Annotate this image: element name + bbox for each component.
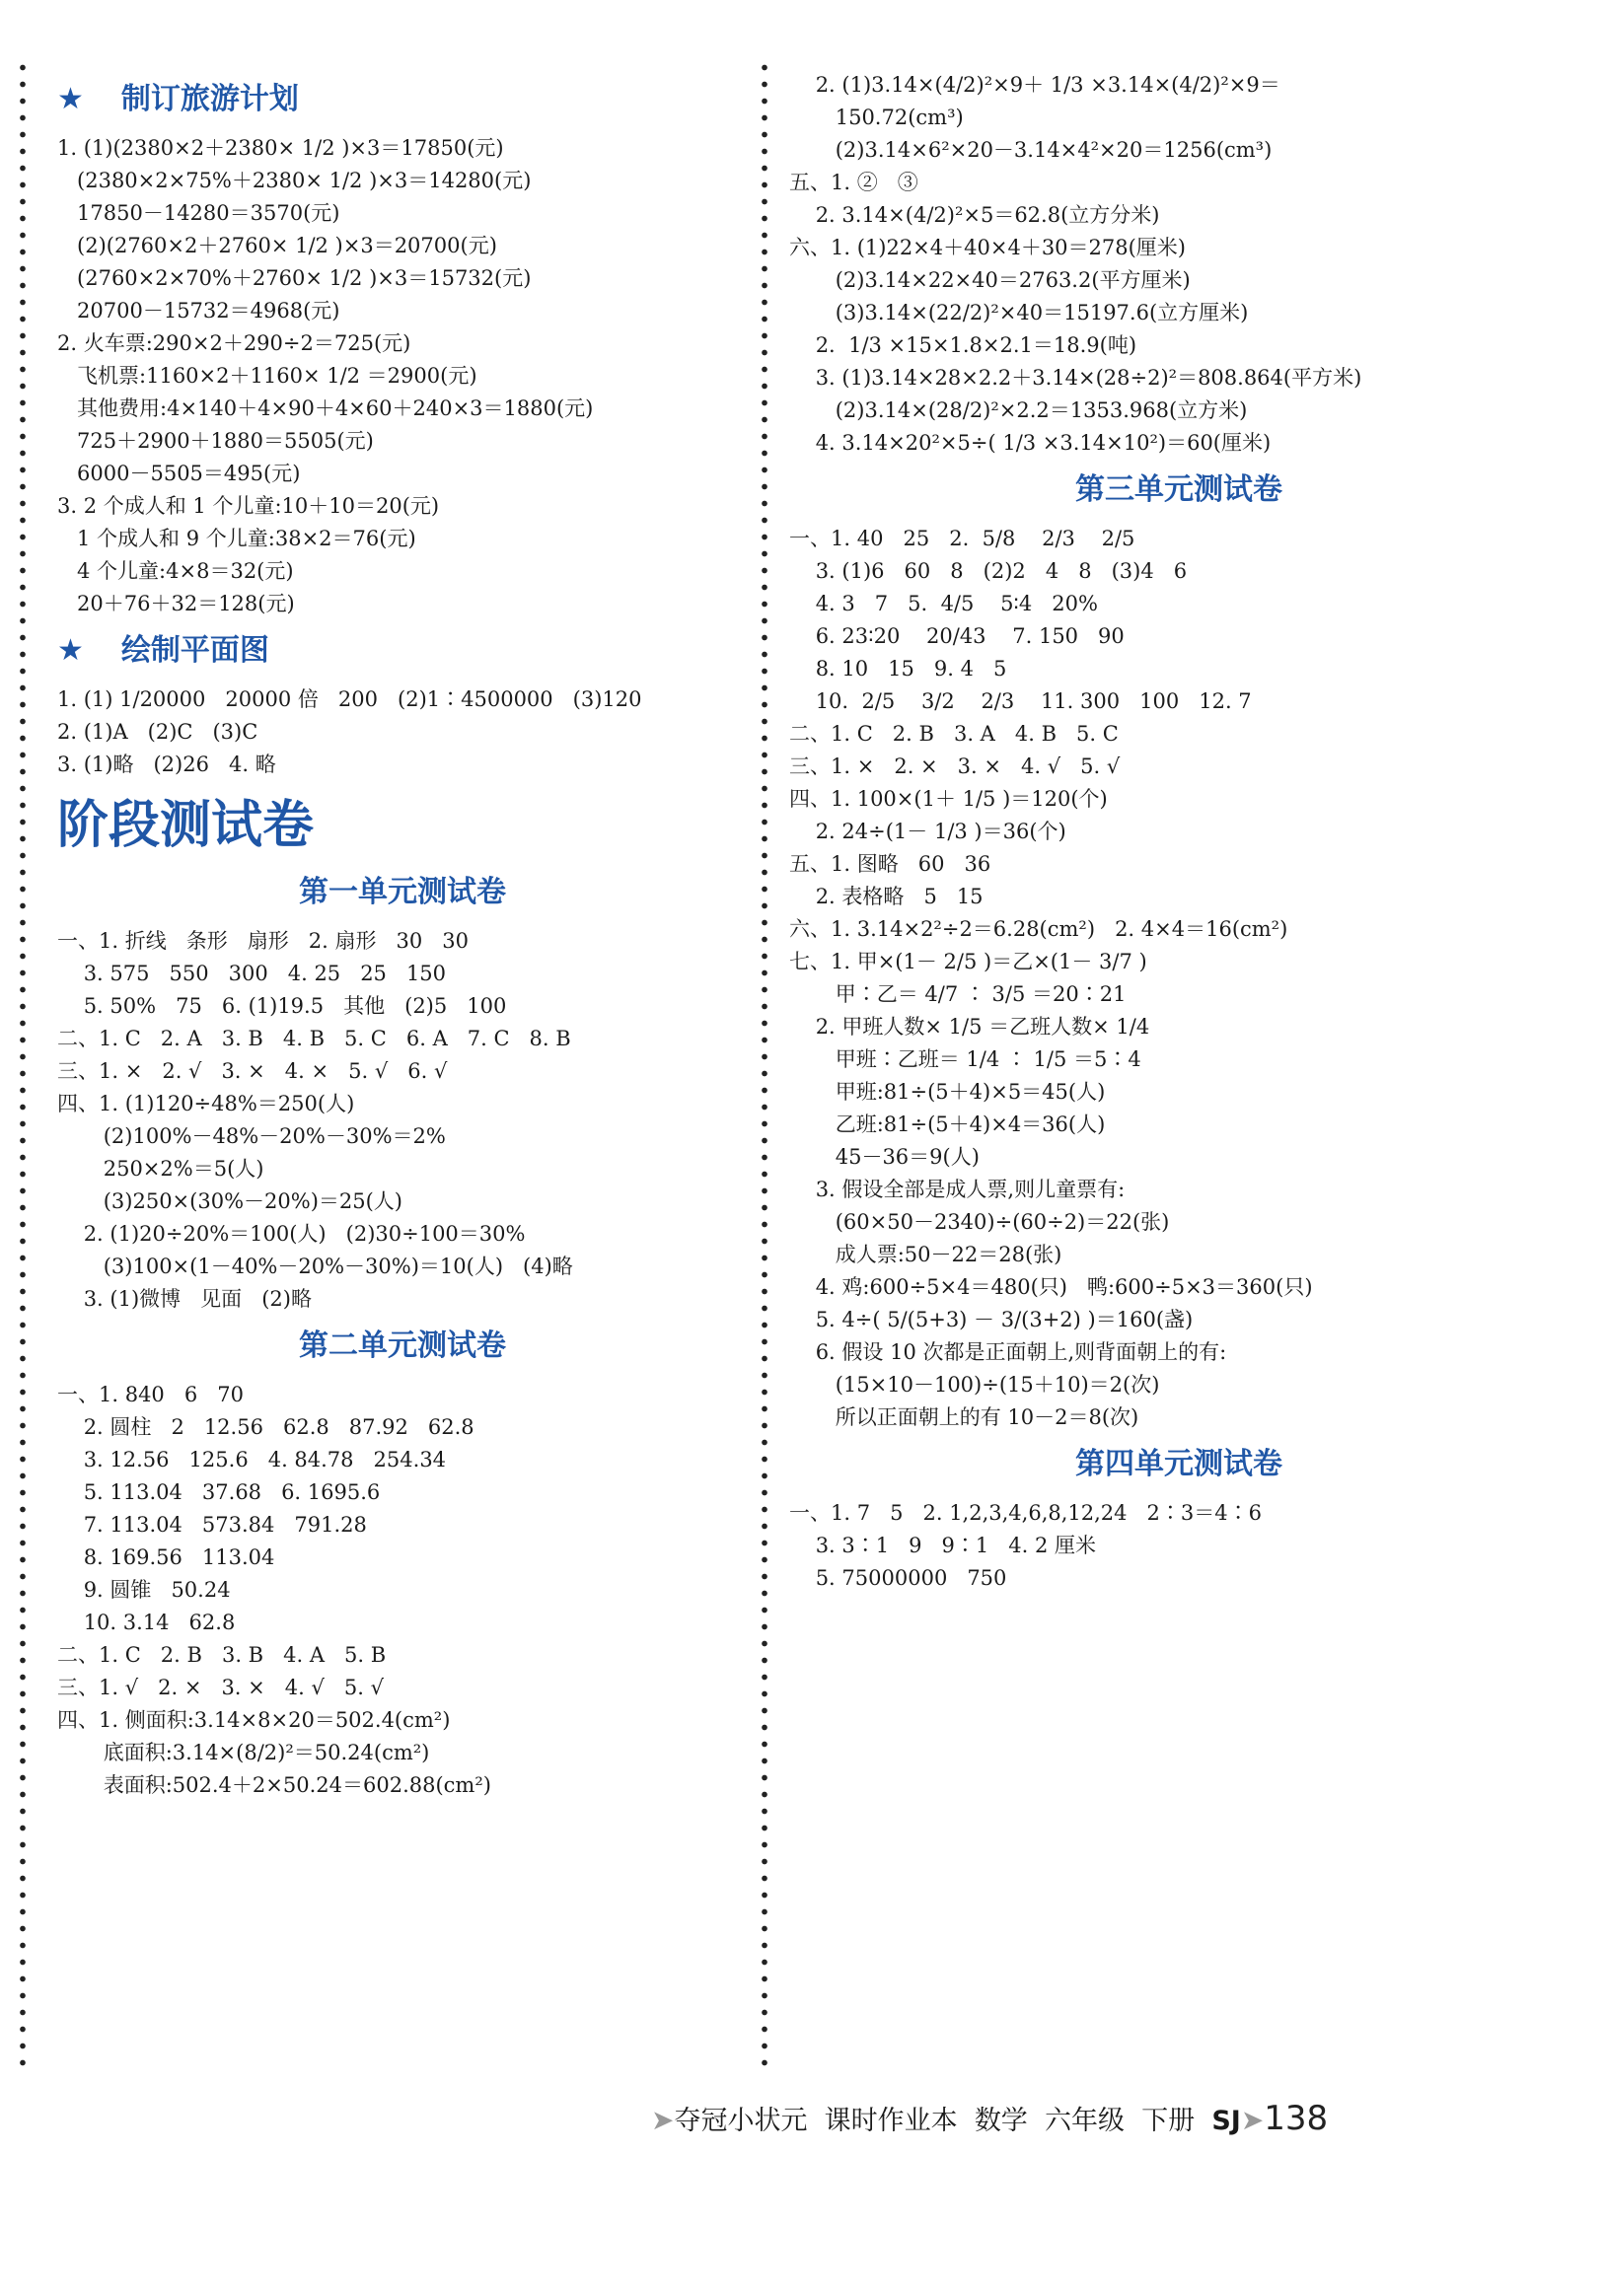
line-text: 甲班:81÷(5＋4)×5＝45(人) [789,1080,1106,1104]
answer-line [57,1639,748,1672]
line-text: 二、1. C 2. B 3. B 4. A 5. B [57,1643,387,1667]
answer-line [57,295,748,327]
answer-line [789,1497,1569,1530]
answer-line [789,523,1569,555]
answer-line [57,749,748,781]
line-text: (15×10－100)÷(15＋10)＝2(次) [789,1373,1160,1397]
line-text: 所以正面朝上的有 10－2＝8(次) [789,1405,1139,1429]
answer-line [57,230,748,262]
answer-line [789,1562,1569,1595]
answer-line [57,1088,748,1120]
answer-line [789,783,1569,816]
line-text: 2. 圆柱 2 12.56 62.8 87.92 62.8 [57,1415,474,1439]
answer-line [789,978,1569,1011]
line-text: 一、1. 折线 条形 扇形 2. 扇形 30 30 [57,929,469,953]
right-column [789,69,1569,1595]
answer-line [57,393,748,425]
answer-line [789,588,1569,620]
part-title [57,791,748,860]
answer-line [57,958,748,990]
answer-line [57,1607,748,1639]
answer-line [789,881,1569,913]
answer-line [57,1476,748,1509]
line-text: 制订旅游计划 [120,82,299,116]
line-text: 2. 1/3 ×15×1.8×2.1＝18.9(吨) [789,333,1137,357]
line-text: 2. (1)20÷20%＝100(人) (2)30÷100＝30% [57,1222,526,1246]
answer-line [57,1379,748,1411]
answer-line [57,1283,748,1316]
line-text: 2. (1)A (2)C (3)C [57,720,258,744]
footer-brand: 夺冠小状元 [674,2106,808,2136]
footer-subject: 数学 [974,2106,1028,2136]
unit-test-heading [57,1326,748,1367]
answer-line [789,1530,1569,1562]
line-text: 4 个儿童:4×8＝32(元) [57,559,294,583]
answer-line [57,1023,748,1055]
answer-line [57,990,748,1023]
answer-line [57,716,748,749]
line-text: 四、1. 侧面积:3.14×8×20＝502.4(cm²) [57,1708,451,1732]
answer-line [789,297,1569,329]
line-text: 飞机票:1160×2＋1160× 1/2 ＝2900(元) [57,364,477,388]
line-text: 5. 75000000 750 [789,1566,1007,1590]
line-text: 10. 2/5 3/2 2/3 11. 300 100 12. 7 [789,689,1252,713]
line-text: (2)3.14×6²×20－3.14×4²×20＝1256(cm³) [789,138,1273,162]
answer-line [789,685,1569,718]
line-text: (3)250×(30%－20%)＝25(人) [57,1189,402,1213]
line-text: 甲班∶乙班＝ 1/4 ∶ 1/5 ＝5∶4 [789,1047,1141,1071]
answer-line [789,1174,1569,1206]
answer-line [789,329,1569,362]
left-dotted-margin [19,59,27,2069]
line-text: 1. (1)(2380×2＋2380× 1/2 )×3＝17850(元) [57,136,504,160]
answer-line [789,751,1569,783]
answer-line [57,588,748,620]
footer-book: 课时作业本 [824,2106,958,2136]
answer-line [789,1369,1569,1401]
line-text: 5. 113.04 37.68 6. 1695.6 [57,1480,381,1504]
line-text: 6. 假设 10 次都是正面朝上,则背面朝上的有: [789,1340,1227,1364]
line-text: 绘制平面图 [120,633,269,668]
answer-line [57,1251,748,1283]
answer-line [57,1704,748,1737]
footer-volume: 下册 [1141,2106,1196,2136]
line-text: (2)100%－48%－20%－30%＝2% [57,1124,446,1148]
answer-line [789,167,1569,199]
line-text: 五、1. ② ③ [789,171,918,194]
line-text: 乙班:81÷(5＋4)×4＝36(人) [789,1112,1106,1136]
answer-line [57,1542,748,1574]
arrow-icon: ➤ [1240,2104,1265,2136]
answer-line [789,1076,1569,1109]
answer-line [789,102,1569,134]
line-text: 3. 12.56 125.6 4. 84.78 254.34 [57,1448,447,1471]
line-text: 二、1. C 2. B 3. A 4. B 5. C [789,722,1119,746]
answer-line [789,816,1569,848]
line-text: 725＋2900＋1880＝5505(元) [57,429,374,453]
line-text: 10. 3.14 62.8 [57,1611,236,1634]
unit-test-heading [789,1444,1569,1485]
answer-line [57,1509,748,1542]
answer-line [57,1737,748,1769]
answer-line [789,913,1569,946]
answer-line [789,1304,1569,1336]
answer-line [57,425,748,458]
answer-line [57,1769,748,1802]
answer-line [789,1401,1569,1434]
center-dotted-divider [761,59,768,2069]
line-text: 2. (1)3.14×(4/2)²×9＋ 1/3 ×3.14×(4/2)²×9＝ [789,73,1280,97]
answer-line [789,264,1569,297]
answer-line [789,1336,1569,1369]
answer-line [57,327,748,360]
answer-line [789,653,1569,685]
line-text: 三、1. √ 2. × 3. × 4. √ 5. √ [57,1676,384,1699]
line-text: 17850－14280＝3570(元) [57,201,340,225]
line-text: (3)100×(1－40%－20%－30%)＝10(人) (4)略 [57,1255,573,1278]
line-text: 2. 甲班人数× 1/5 ＝乙班人数× 1/4 [789,1015,1150,1039]
answer-line [57,132,748,165]
page-number: 138 [1264,2099,1329,2138]
line-text: 第一单元测试卷 [299,875,506,909]
answer-line [57,490,748,523]
line-text: 3. (1)略 (2)26 4. 略 [57,753,276,776]
line-text: 20700－15732＝4968(元) [57,299,340,323]
line-text: (2760×2×70%＋2760× 1/2 )×3＝15732(元) [57,266,532,290]
line-text: 第三单元测试卷 [1075,472,1282,507]
answer-line [789,1043,1569,1076]
line-text: 第二单元测试卷 [299,1328,506,1363]
line-text: 七、1. 甲×(1－ 2/5 )＝乙×(1－ 3/7 ) [789,950,1147,973]
answer-line [57,925,748,958]
line-text: 1 个成人和 9 个儿童:38×2＝76(元) [57,527,416,550]
line-text: 3. 假设全部是成人票,则儿童票有: [789,1178,1126,1201]
answer-line [789,1206,1569,1239]
line-text: (2380×2×75%＋2380× 1/2 )×3＝14280(元) [57,169,532,192]
line-text: 3. 2 个成人和 1 个儿童:10＋10＝20(元) [57,494,440,518]
line-text: 9. 圆锥 50.24 [57,1578,231,1602]
line-text: 四、1. 100×(1＋ 1/5 )＝120(个) [789,787,1108,811]
section-heading [57,630,748,672]
arrow-icon: ➤ [651,2104,675,2136]
answer-line [789,134,1569,167]
answer-line [789,946,1569,978]
line-text: (60×50－2340)÷(60÷2)＝22(张) [789,1210,1170,1234]
answer-line [789,1271,1569,1304]
answer-line [57,1218,748,1251]
line-text: 3. 575 550 300 4. 25 25 150 [57,962,447,985]
line-text: 表面积:502.4＋2×50.24＝602.88(cm²) [57,1773,491,1797]
line-text: 四、1. (1)120÷48%＝250(人) [57,1092,355,1115]
line-text: 一、1. 840 6 70 [57,1383,244,1406]
line-text: 2. 表格略 5 15 [789,885,984,908]
answer-line [789,232,1569,264]
line-text: 甲∶乙＝ 4/7 ∶ 3/5 ＝20∶21 [789,982,1127,1006]
line-text: 7. 113.04 573.84 791.28 [57,1513,367,1537]
line-text: (3)3.14×(22/2)²×40＝15197.6(立方厘米) [789,301,1249,324]
answer-line [789,1239,1569,1271]
answer-line [57,523,748,555]
answer-line [57,197,748,230]
answer-line [789,362,1569,395]
answer-line [789,718,1569,751]
answer-line [789,427,1569,460]
answer-line [57,360,748,393]
line-text: 一、1. 40 25 2. 5/8 2/3 2/5 [789,527,1135,550]
line-text: 5. 50% 75 6. (1)19.5 其他 (2)5 100 [57,994,507,1018]
answer-line [57,1055,748,1088]
line-text: 8. 10 15 9. 4 5 [789,657,1007,681]
line-text: 三、1. × 2. × 3. × 4. √ 5. √ [789,754,1121,778]
answer-line [57,1120,748,1153]
line-text: 2. 火车票:290×2＋290÷2＝725(元) [57,331,411,355]
answer-line [789,199,1569,232]
line-text: 3. (1)3.14×28×2.2＋3.14×(28÷2)²＝808.864(平方米) [789,366,1362,390]
line-text: 2. 24÷(1－ 1/3 )＝36(个) [789,820,1066,843]
line-text: 3. (1)6 60 8 (2)2 4 8 (3)4 6 [789,559,1188,583]
unit-test-heading [789,469,1569,511]
line-text: 二、1. C 2. A 3. B 4. B 5. C 6. A 7. C 8. B [57,1027,571,1050]
line-text: 5. 4÷( 5/(5+3) － 3/(3+2) )＝160(盏) [789,1308,1194,1331]
line-text: 4. 3 7 5. 4/5 5∶4 20% [789,592,1098,615]
answer-line [789,1141,1569,1174]
answer-line [57,262,748,295]
line-text: 底面积:3.14×(8/2)²＝50.24(cm²) [57,1741,430,1764]
line-text: 3. 3∶1 9 9∶1 4. 2 厘米 [789,1534,1097,1557]
answer-line [57,1153,748,1185]
line-text: 1. (1) 1/20000 20000 倍 200 (2)1∶4500000 (3)120 [57,687,642,711]
line-text: 4. 3.14×20²×5÷( 1/3 ×3.14×10²)＝60(厘米) [789,431,1272,455]
answer-line [57,165,748,197]
line-text: 阶段测试卷 [57,796,315,855]
answer-line [789,395,1569,427]
answer-line [789,620,1569,653]
line-text: 五、1. 图略 60 36 [789,852,991,876]
line-text: 六、1. 3.14×2²÷2＝6.28(cm²) 2. 4×4＝16(cm²) [789,917,1288,941]
page-footer [651,2099,1328,2138]
line-text: 成人票:50－22＝28(张) [789,1243,1062,1266]
line-text: 2. 3.14×(4/2)²×5＝62.8(立方分米) [789,203,1160,227]
star-icon: ★ [57,633,84,668]
answer-line [789,1011,1569,1043]
line-text: 150.72(cm³) [789,106,964,129]
answer-line [57,458,748,490]
answer-line [57,1411,748,1444]
footer-edition: SJ [1211,2106,1241,2136]
line-text: 6. 23∶20 20/43 7. 150 90 [789,624,1125,648]
line-text: 20＋76＋32＝128(元) [57,592,295,615]
answer-line [57,555,748,588]
line-text: (2)(2760×2＋2760× 1/2 )×3＝20700(元) [57,234,497,257]
answer-line [57,683,748,716]
left-column [57,69,748,1802]
answer-line [789,555,1569,588]
answer-line [57,1185,748,1218]
line-text: 六、1. (1)22×4＋40×4＋30＝278(厘米) [789,236,1187,259]
line-text: 三、1. × 2. √ 3. × 4. × 5. √ 6. √ [57,1059,448,1083]
answer-line [57,1672,748,1704]
line-text: 250×2%＝5(人) [57,1157,264,1181]
line-text: 8. 169.56 113.04 [57,1545,275,1569]
unit-test-heading [57,872,748,913]
star-icon: ★ [57,82,84,116]
line-text: 6000－5505＝495(元) [57,462,301,485]
answer-line [789,1109,1569,1141]
footer-grade: 六年级 [1044,2106,1125,2136]
answer-line [57,1574,748,1607]
line-text: (2)3.14×(28/2)²×2.2＝1353.968(立方米) [789,398,1248,422]
answer-line [789,69,1569,102]
section-heading [57,79,748,120]
answer-line [57,1444,748,1476]
line-text: (2)3.14×22×40＝2763.2(平方厘米) [789,268,1191,292]
line-text: 第四单元测试卷 [1075,1447,1282,1481]
answer-line [789,848,1569,881]
line-text: 45－36＝9(人) [789,1145,980,1169]
line-text: 一、1. 7 5 2. 1,2,3,4,6,8,12,24 2∶3＝4∶6 [789,1501,1263,1525]
line-text: 4. 鸡:600÷5×4＝480(只) 鸭:600÷5×3＝360(只) [789,1275,1313,1299]
line-text: 3. (1)微博 见面 (2)略 [57,1287,312,1311]
line-text: 其他费用:4×140＋4×90＋4×60＋240×3＝1880(元) [57,396,594,420]
